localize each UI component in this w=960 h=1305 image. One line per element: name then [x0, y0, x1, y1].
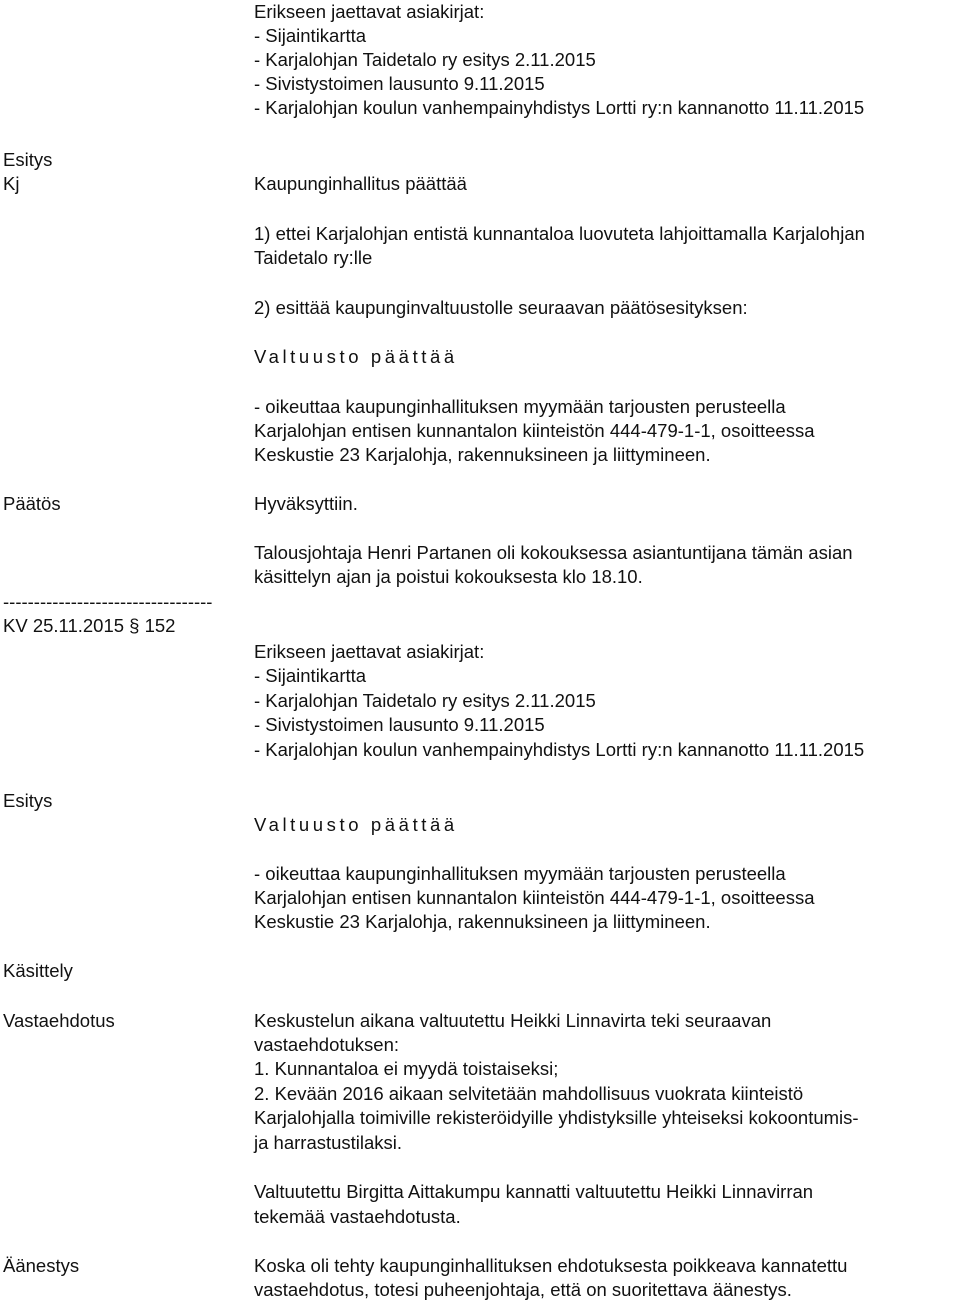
decision-text-line: Karjalohjan entisen kunnantalon kiinteistön 444-479-1-1, osoitteessa [254, 887, 815, 908]
vastaehdotus-line: ja harrastustilaksi. [254, 1132, 403, 1153]
attachment-item: - Sivistystoimen lausunto 9.11.2015 [254, 73, 545, 94]
attachment-item: - Sivistystoimen lausunto 9.11.2015 [254, 714, 545, 735]
vastaehdotus-line: Keskustelun aikana valtuutettu Heikki Linnavirta teki seuraavan [254, 1010, 772, 1031]
note-line: Talousjohtaja Henri Partanen oli kokouksessa asiantuntijana tämän asian [254, 542, 853, 563]
decision-text-line: - oikeuttaa kaupunginhallituksen myymään tarjousten perusteella [254, 396, 786, 417]
separator-line: ---------------------------------- [3, 591, 213, 612]
proposal-item-1: 1) ettei Karjalohjan entistä kunnantaloa luovuteta lahjoittamalla Karjalohjan [254, 223, 865, 244]
attachments-heading: Erikseen jaettavat asiakirjat: [254, 1, 485, 22]
attachment-item: - Karjalohjan Taidetalo ry esitys 2.11.2015 [254, 690, 596, 711]
council-decides-heading: Valtuusto päättää [254, 814, 458, 835]
aanestys-line: vastaehdotus, totesi puheenjohtaja, että on suoritettava äänestys. [254, 1279, 792, 1300]
proposal-heading: Kaupunginhallitus päättää [254, 173, 467, 194]
esitys-label: Esitys [3, 149, 53, 170]
attachment-item: - Karjalohjan koulun vanhempainyhdistys Lortti ry:n kannanotto 11.11.2015 [254, 739, 865, 760]
support-line: tekemää vastaehdotusta. [254, 1206, 461, 1227]
support-line: Valtuutettu Birgitta Aittakumpu kannatti valtuutettu Heikki Linnavirran [254, 1181, 814, 1202]
council-decides-heading: Valtuusto päättää [254, 346, 458, 367]
vastaehdotus-line: vastaehdotuksen: [254, 1034, 400, 1055]
kasittely-label: Käsittely [3, 960, 73, 981]
paatos-value: Hyväksyttiin. [254, 493, 358, 514]
aanestys-line: Koska oli tehty kaupunginhallituksen ehdotuksesta poikkeava kannatettu [254, 1255, 848, 1276]
decision-text-line: - oikeuttaa kaupunginhallituksen myymään tarjousten perusteella [254, 863, 786, 884]
vastaehdotus-line: 2. Kevään 2016 aikaan selvitetään mahdollisuus vuokrata kiinteistö [254, 1083, 804, 1104]
paatos-label: Päätös [3, 493, 61, 514]
aanestys-label: Äänestys [3, 1255, 80, 1276]
decision-text-line: Keskustie 23 Karjalohja, rakennuksineen ja liittymineen. [254, 444, 711, 465]
proposal-item-2: 2) esittää kaupunginvaltuustolle seuraavan päätösesityksen: [254, 297, 748, 318]
decision-text-line: Karjalohjan entisen kunnantalon kiinteistön 444-479-1-1, osoitteessa [254, 420, 815, 441]
note-line: käsittelyn ajan ja poistui kokouksesta klo 18.10. [254, 566, 643, 587]
kj-label: Kj [3, 173, 20, 194]
vastaehdotus-line: Karjalohjalla toimiville rekisteröidyille yhdistyksille yhteiseksi kokoontumis- [254, 1107, 859, 1128]
vastaehdotus-line: 1. Kunnantaloa ei myydä toistaiseksi; [254, 1058, 559, 1079]
attachment-item: - Sijaintikartta [254, 665, 367, 686]
proposal-item-1-cont: Taidetalo ry:lle [254, 247, 373, 268]
vastaehdotus-label: Vastaehdotus [3, 1010, 115, 1031]
section-header: KV 25.11.2015 § 152 [3, 615, 176, 636]
esitys-label: Esitys [3, 790, 53, 811]
attachment-item: - Karjalohjan Taidetalo ry esitys 2.11.2015 [254, 49, 596, 70]
attachments-heading: Erikseen jaettavat asiakirjat: [254, 641, 485, 662]
attachment-item: - Sijaintikartta [254, 25, 367, 46]
decision-text-line: Keskustie 23 Karjalohja, rakennuksineen ja liittymineen. [254, 911, 711, 932]
attachment-item: - Karjalohjan koulun vanhempainyhdistys Lortti ry:n kannanotto 11.11.2015 [254, 97, 865, 118]
